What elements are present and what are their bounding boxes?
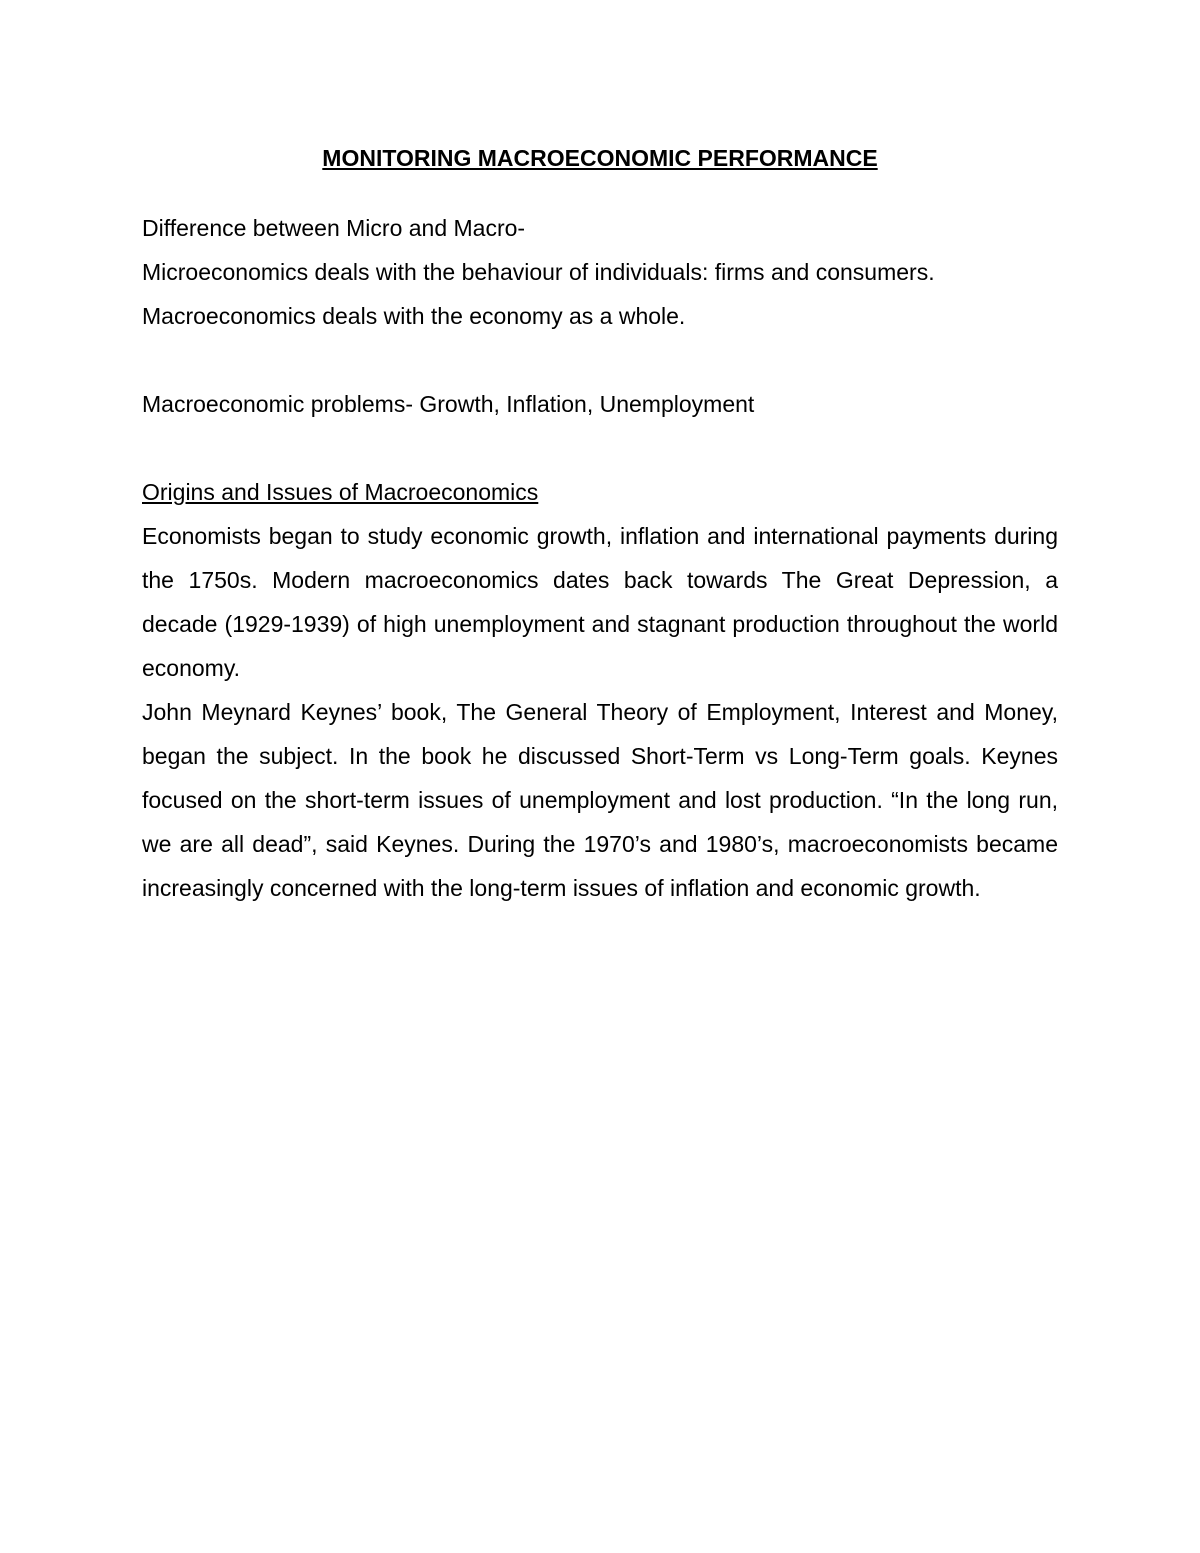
intro-line-2: Microeconomics deals with the behaviour of individuals: firms and consumers. [142,259,935,285]
intro-line-3: Macroeconomics deals with the economy as a whole. [142,303,686,329]
section-heading: Origins and Issues of Macroeconomics [142,479,539,505]
intro-line-1: Difference between Micro and Macro- [142,215,526,241]
spacer [142,338,1058,382]
spacer [142,426,1058,470]
paragraph-origins: Economists began to study economic growth, inflation and international payments during the 1750s. Modern macroeconomics dates back towards The Great Depression, a decade (1929-1939) of high unemployment and stagnant production throughout the world economy. [142,523,1058,681]
document-body [142,140,1058,910]
problems-line: Macroeconomic problems- Growth, Inflation, Unemployment [142,391,755,417]
paragraph-keynes: John Meynard Keynes’ book, The General Theory of Employment, Interest and Money, began the subject. In the book he discussed Short-Term vs Long-Term goals. Keynes focused on the short-term issues of unemployment and lost production. “In the long run, we are all dead”, said Keynes. During the 1970’s and 1980’s, macroeconomists became increasingly concerned with the long-term issues of inflation and economic growth. [142,699,1058,901]
document-title: MONITORING MACROECONOMIC PERFORMANCE [322,145,878,171]
